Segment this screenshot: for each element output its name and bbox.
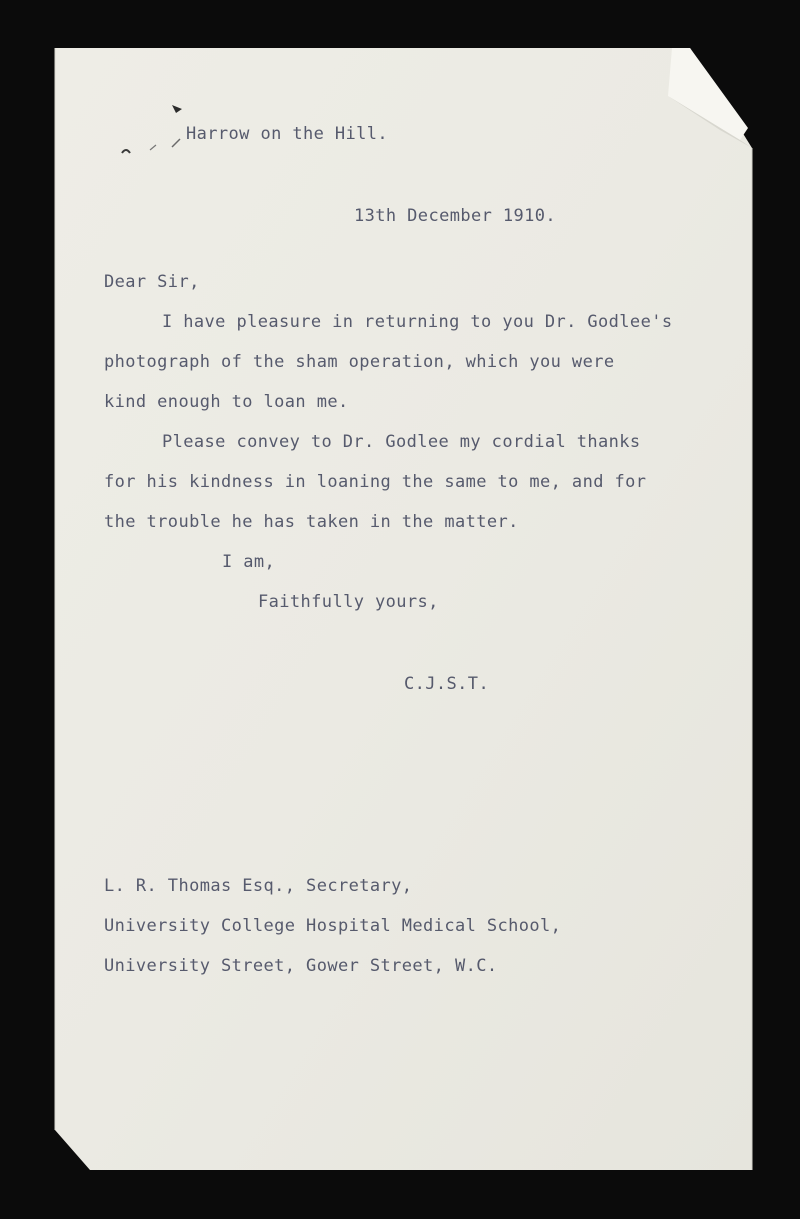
body-line: I have pleasure in returning to you Dr. Godlee's — [162, 312, 673, 332]
place-line: Harrow on the Hill. — [186, 124, 389, 144]
body-line: kind enough to loan me. — [104, 392, 349, 412]
recipient-line: University Street, Gower Street, W.C. — [104, 956, 498, 976]
recipient-line: University College Hospital Medical School, — [104, 916, 562, 936]
body-line: the trouble he has taken in the matter. — [104, 512, 519, 532]
date-line: 13th December 1910. — [354, 206, 557, 226]
body-line: photograph of the sham operation, which you were — [104, 352, 615, 372]
recipient-line: L. R. Thomas Esq., Secretary, — [104, 876, 413, 896]
closing-line: I am, — [222, 552, 276, 572]
signature-initials: C.J.S.T. — [404, 674, 490, 694]
body-line: Please convey to Dr. Godlee my cordial thanks — [162, 432, 641, 452]
closing-line: Faithfully yours, — [258, 592, 439, 612]
body-line: for his kindness in loaning the same to me, and for — [104, 472, 647, 492]
salutation: Dear Sir, — [104, 272, 200, 292]
